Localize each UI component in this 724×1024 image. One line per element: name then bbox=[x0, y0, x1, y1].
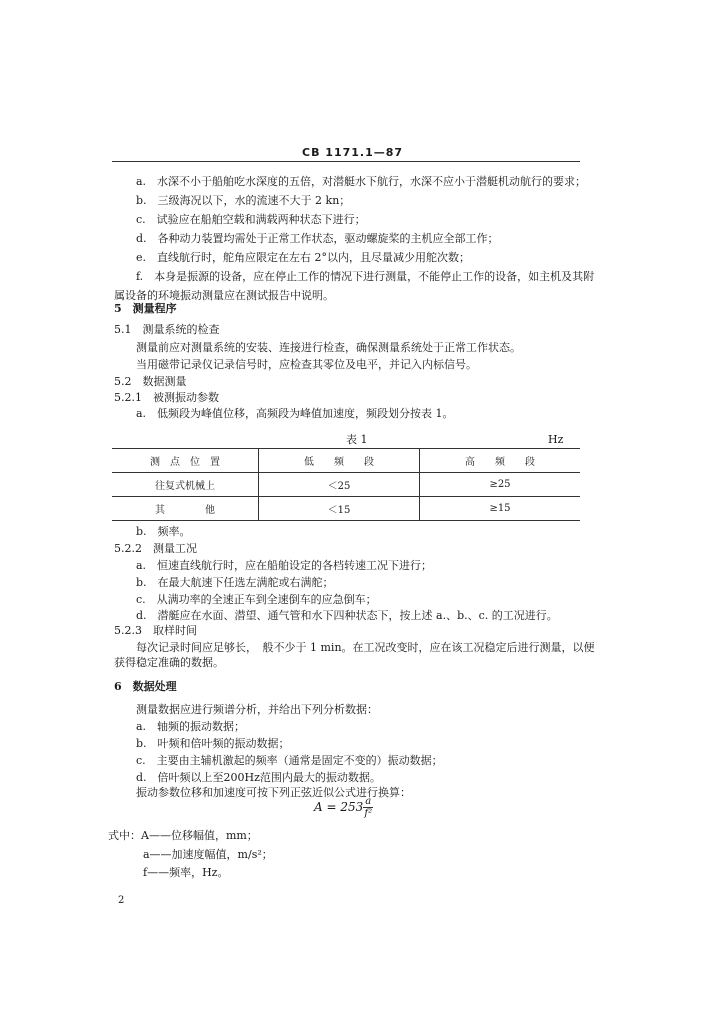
condition-f-line2: 属设备的环境振动测量应在测试报告中说明。 bbox=[114, 289, 334, 302]
table-cell: ≥15 bbox=[420, 497, 581, 521]
section-5-2-1-title: 5.2.1 被测振动参数 bbox=[114, 391, 219, 404]
table-cell: ＜15 bbox=[259, 497, 420, 521]
section-6-item-d: d. 倍叶频以上至200Hz范围内最大的振动数据。 bbox=[136, 771, 381, 784]
conversion-formula bbox=[314, 796, 373, 819]
section-6-item-c: c. 主要由主辅机激起的频率（通常是固定不变的）振动数据； bbox=[136, 754, 443, 767]
section-6-title: 6 数据处理 bbox=[114, 680, 177, 693]
table-cell: 往复式机械上 bbox=[112, 473, 259, 497]
formula-numerator: a bbox=[365, 796, 372, 807]
condition-b: b. 三级海况以下，水的流速不大于 2 kn； bbox=[136, 194, 351, 207]
page-number: 2 bbox=[118, 895, 125, 906]
condition-e: e. 直线航行时，舵角应限定在左右 2°以内，且尽量减少用舵次数； bbox=[136, 251, 470, 264]
condition-a: a. 水深不小于船舶吃水深度的五倍，对潜艇水下航行，水深不应小于潜艇机动航行的要求； bbox=[136, 175, 587, 188]
section-6-item-b: b. 叶频和倍叶频的振动数据； bbox=[136, 737, 290, 750]
where-acceleration: a——加速度幅值，m/s²； bbox=[143, 848, 273, 861]
table-1-unit: Hz bbox=[548, 433, 564, 446]
table-header-row bbox=[112, 449, 580, 473]
header-rule bbox=[112, 161, 580, 162]
formula-denominator: f² bbox=[364, 808, 373, 819]
section-5-2-title: 5.2 数据测量 bbox=[114, 375, 187, 388]
section-5-2-2-title: 5.2.2 测量工况 bbox=[114, 542, 197, 555]
condition-d: d. 各种动力装置均需处于正常工作状态，驱动螺旋桨的主机应全部工作； bbox=[136, 232, 499, 245]
table-header-cell: 高 频 段 bbox=[420, 449, 581, 473]
standard-code-header: CB 1171.1—87 bbox=[302, 146, 404, 159]
section-5-2-3-title: 5.2.3 取样时间 bbox=[114, 624, 197, 637]
section-5-1-title: 5.1 测量系统的检查 bbox=[114, 323, 220, 336]
section-5-2-2-a: a. 恒速直线航行时，应在船舶设定的各档转速工况下进行； bbox=[136, 559, 433, 572]
table-1-title: 表 1 bbox=[346, 433, 368, 446]
section-5-2-3-para-line1: 每次记录时间应足够长， 般不少于 1 min。在工况改变时，应在该工况稳定后进行测量，以便 bbox=[136, 641, 595, 654]
section-6-para-1: 测量数据应进行频谱分析，并给出下列分析数据： bbox=[136, 703, 378, 716]
condition-f-line1: f. 本身是振源的设备，应在停止工作的情况下进行测量，不能停止工作的设备，如主机及其附 bbox=[136, 270, 595, 283]
section-6-item-a: a. 轴频的振动数据； bbox=[136, 720, 246, 733]
section-5-title: 5 测量程序 bbox=[114, 302, 177, 315]
table-row bbox=[112, 473, 580, 497]
table-cell: ＜25 bbox=[259, 473, 420, 497]
where-frequency: f——频率，Hz。 bbox=[143, 866, 229, 879]
section-5-1-para-1: 测量前应对测量系统的安装、连接进行检查，确保测量系统处于正常工作状态。 bbox=[136, 341, 521, 354]
section-6-para-2: 振动参数位移和加速度可按下列正弦近似公式进行换算： bbox=[136, 786, 411, 799]
table-cell: ≥25 bbox=[420, 473, 581, 497]
table-cell: 其 他 bbox=[112, 497, 259, 521]
section-5-2-2-d: d. 潜艇应在水面、潜望、通气管和水下四种状态下，按上述 a.、b.、c. 的工况进行。 bbox=[136, 609, 558, 622]
where-displacement: A——位移幅值，mm； bbox=[141, 829, 258, 842]
table-header-cell: 测 点 位 置 bbox=[112, 449, 259, 473]
table-row bbox=[112, 497, 580, 521]
section-5-2-3-para-line2: 获得稳定准确的数据。 bbox=[114, 656, 224, 669]
section-5-2-1-b: b. 频率。 bbox=[136, 525, 191, 538]
section-5-2-2-c: c. 从满功率的全速正车到全速倒车的应急倒车； bbox=[136, 593, 377, 606]
condition-c: c. 试验应在船舶空载和满载两种状态下进行； bbox=[136, 213, 366, 226]
section-5-1-para-2: 当用磁带记录仪记录信号时，应检查其零位及电平，并记入内标信号。 bbox=[136, 358, 477, 371]
section-5-2-1-a: a. 低频段为峰值位移，高频段为峰值加速度，频段划分按表 1。 bbox=[136, 407, 454, 420]
formula-lhs: A = 253 bbox=[314, 800, 364, 814]
section-5-2-2-b: b. 在最大航速下任选左满舵或右满舵； bbox=[136, 576, 334, 589]
table-header-cell: 低 频 段 bbox=[259, 449, 420, 473]
where-label: 式中： bbox=[108, 829, 141, 842]
table-1 bbox=[112, 448, 580, 521]
formula-fraction bbox=[363, 796, 373, 819]
